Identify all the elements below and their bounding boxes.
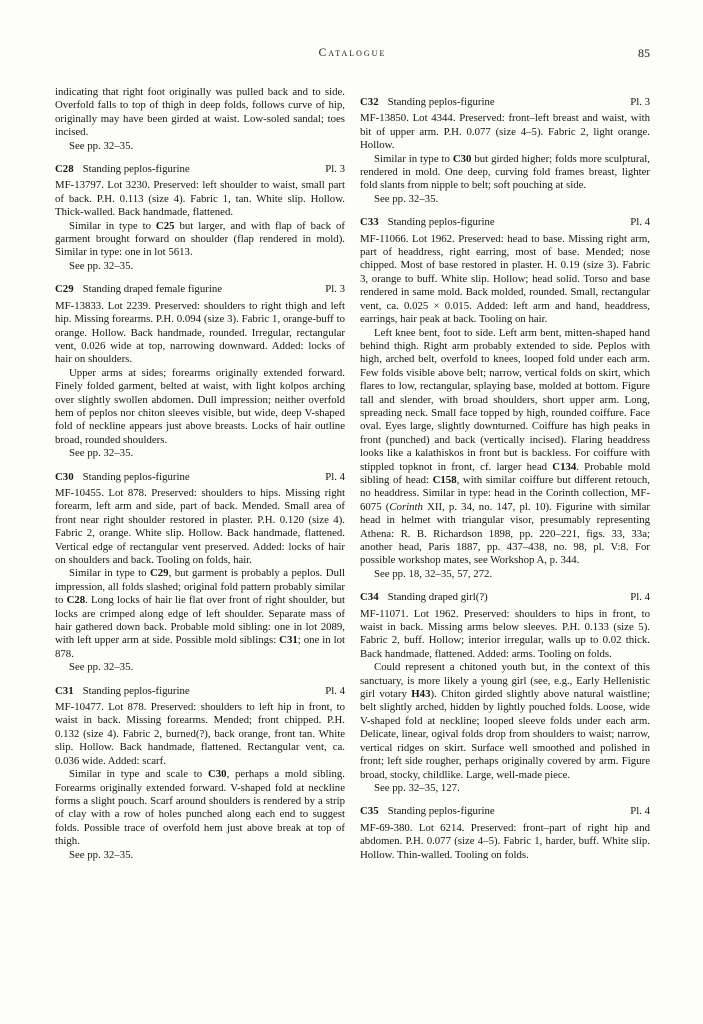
body-paragraph (360, 153, 650, 193)
entry-heading (55, 283, 345, 296)
catalogue-entry-c30 (55, 471, 345, 675)
body-paragraph (360, 233, 650, 327)
body-paragraph (360, 568, 650, 581)
text-run: See pp. 32–35. (69, 259, 134, 272)
text-run: See pp. 32–35. (374, 192, 439, 205)
text-run: but girded higher; folds more sculptural, rendered in mold. One deep, curving fold frames breast, lighter fold slants from nipple to belt; soft pouching at side. (360, 152, 650, 192)
body-paragraph (55, 487, 345, 567)
body-paragraph (360, 193, 650, 206)
plate-reference: Pl. 3 (325, 283, 345, 296)
catalogue-ref: C28 (66, 594, 86, 607)
entry-heading (55, 685, 345, 698)
entry-number: C35 (360, 805, 379, 818)
text-run: MF-13850. Lot 4344. Preserved: front–left breast and waist, with bit of upper arm. P.H. 0.077 (size 4–5). Fabric 2, light orange. Hollow. (360, 112, 650, 152)
catalogue-entry-c31 (55, 685, 345, 862)
catalogue-ref: H43 (411, 688, 431, 701)
text-run: but larger, and with flap of back of garment brought forward on shoulder (flap rendered in mold). Similar in type: one in lot 5613. (55, 219, 345, 259)
text-run: Could represent a chitoned youth but, in the context of this sanctuary, is more likely a young girl (see, e.g., Early Hellenistic girl votary (360, 661, 650, 701)
text-run: Left knee bent, foot to side. Left arm bent, mitten-shaped hand behind thigh. Right arm probably extended to side. Peplos with high, arched belt, overfold to knees, looped fold under each arm. Few folds visible above belt; narrow, vertical folds on skirt, which flares to low, rectangular, splaying base, molded at bottom. Figure tall and slender, with broad shoulders, short upper arm. Long, spreading neck. Small face topped by high, rounded coiffure. Face oval. Eyes large, slightly downturned. Coiffure has high peaks in front (punched) and back (vertically incised). Flaring headdress looks like a kalathiskos in front but is backless. For coiffure with stippled topknot in front, cf. larger head (360, 326, 650, 473)
catalogue-entry-c32 (360, 96, 650, 206)
text-run: MF-69-380. Lot 6214. Preserved: front–part of right hip and abdomen. P.H. 0.077 (size 4–5). Fabric 1, harder, buff. White slip. Hollow. Thin-walled. Tooling on folds. (360, 821, 650, 861)
catalogue-entry-c33 (360, 216, 650, 581)
text-run: XII, p. 34, no. 147, pl. 10). Figurine with similar head in helmet with triangular visor, presumably representing Athena: R. B. Richardson 1898, pp. 220–221, figs. 33, 33a; another head, Paris 1887, pp. 437–438, no. 98, pl. V:8. For possible workshop mates, see Workshop A, p. 344. (360, 500, 651, 567)
catalogue-ref: C29 (149, 567, 169, 580)
catalogue-ref: C134 (552, 460, 577, 473)
entry-title: Standing draped girl(?) (387, 591, 488, 604)
catalogue-ref: C30 (452, 152, 472, 165)
text-run: See pp. 32–35, 127. (374, 781, 460, 794)
entry-number: C31 (55, 684, 74, 697)
left-column (55, 86, 345, 862)
text-run: , perhaps a mold sibling. Forearms originally extended forward. V-shaped fold at neckline forms a slight pouch. Scarf around shoulders is rendered by a strip of clay with a row of holes punched along each end to suggest folds. Possible trace of overfold hem just above break at top of thigh. (55, 768, 345, 848)
text-run: MF-13797. Lot 3230. Preserved: left shoulder to waist, small part of back. P.H. 0.113 (size 4). Fabric 1, tan. White slip. Hollow. Thick-walled. Back handmade, flattened. (55, 179, 345, 219)
entry-number: C33 (360, 216, 379, 229)
entry-title: Standing draped female figurine (82, 283, 223, 296)
text-run: See pp. 32–35. (69, 447, 134, 460)
entry-heading (360, 216, 650, 229)
entry-heading (360, 805, 650, 818)
catalogue-entry-c28 (55, 163, 345, 273)
body-paragraph (55, 300, 345, 367)
body-paragraph (55, 849, 345, 862)
catalogue-ref: C25 (155, 219, 175, 232)
plate-reference: Pl. 3 (630, 96, 650, 108)
text-columns (55, 86, 650, 862)
body-paragraph (55, 768, 345, 848)
body-paragraph (360, 782, 650, 795)
text-run: Similar in type to (69, 567, 150, 580)
catalogue-entry-c34 (360, 591, 650, 795)
text-run: MF-10477. Lot 878. Preserved: shoulders to left hip in front, to waist in back. Missing forearms. Mended; front chipped. P.H. 0.132 (size 4). Fabric 2, burned(?), back orange, front tan. White slip. Hollow. Back handmade, flattened. Rectangular vent, ca. 0.036 wide. Added: scarf. (55, 701, 345, 767)
body-paragraph (55, 701, 345, 768)
plate-reference: Pl. 4 (630, 216, 650, 229)
text-run: MF-10455. Lot 878. Preserved: shoulders to hips. Missing right forearm, left arm and side, part of back. Mended. Small area of front near right shoulder restored in plaster. P.H. 0.120 (size 4). Fabric 2, orange. White slip. Hollow. Back handmade, flattened. Vertical edge of rectangular vent preserved. Added: locks of hair on shoulders and back. Tooling on folds, hair. (55, 486, 345, 566)
entry-heading (360, 96, 650, 109)
body-paragraph (55, 661, 345, 674)
body-paragraph (55, 567, 345, 661)
text-run: . Long locks of hair lie flat over front of right shoulder, but locks are crimped along edge of left shoulder. Separate mass of hair gathered down back. Probable mold sibling: one in lot 2089, with left upper arm at side. Possible mold siblings: (55, 594, 345, 647)
page-title: Catalogue (318, 47, 387, 59)
plate-reference: Pl. 4 (630, 591, 650, 604)
body-paragraph (360, 112, 650, 152)
body-paragraph (55, 367, 345, 447)
text-run: MF-11071. Lot 1962. Preserved: shoulders to hips in front, to waist in back. Missing arms below sleeves. P.H. 0.133 (size 5). Fabric 2, buff. Hollow; interior irregular, walls up to 0.02 thick. Back handmade, flattened. Added: arms. Tooling on folds. (360, 607, 650, 660)
plate-reference: Pl. 4 (630, 805, 650, 818)
entry-title: Standing peplos-figurine (82, 163, 190, 176)
italic-citation: Corinth (389, 500, 423, 513)
entry-title: Standing peplos-figurine (82, 684, 190, 697)
entry-number: C30 (55, 470, 74, 483)
entry-number: C34 (360, 591, 379, 604)
entry-heading (360, 591, 650, 604)
catalogue-entry-c35 (360, 805, 650, 862)
entry-heading (55, 163, 345, 176)
entry-title: Standing peplos-figurine (387, 96, 495, 108)
body-paragraph (360, 327, 650, 568)
continued-text (55, 86, 345, 153)
catalogue-entry-c29 (55, 283, 345, 460)
text-run: MF-11066. Lot 1962. Preserved: head to base. Missing right arm, part of headdress, right earring, most of base. Mended; nose chipped. Most of base restored in plaster. H. 0.19 (size 3). Fabric 3, orange to buff. White slip. Hollow; head solid. Torso and base rendered in same mold. Back molded, rounded. Small, rectangular vent, ca. 0.025 × 0.015. Added: left arm and hand, headdress, earrings, hair peak at back. Tooling on hair. (360, 232, 650, 326)
text-run: ). Chiton girded slightly above natural waistline; belt slightly arched, hidden by lightly pouched folds. Loose, wide V-shaped fold at neckline; looped sleeve folds under each arm. Delicate, linear, ogival folds drop from shoulders to waist; narrow, vertical ridges on skirt. Surface well smoothed and polished in front; left side rougher, perhaps originally covered by arm. Figure broad, stocky, childlike. Large, well-made piece. (360, 688, 650, 781)
entry-number: C32 (360, 96, 379, 108)
text-run: MF-13833. Lot 2239. Preserved: shoulders to right thigh and left hip. Missing forearms. P.H. 0.094 (size 3). Fabric 1, orange-buff to orange. Hollow. Back handmade, rounded. Irregular, rectangular vent, 0.026 wide at top, narrowing downward. Added: locks of hair on shoulders. (55, 299, 345, 366)
text-run: See pp. 18, 32–35, 57, 272. (374, 567, 493, 580)
entry-title: Standing peplos-figurine (387, 805, 495, 818)
body-paragraph (55, 220, 345, 260)
entry-title: Standing peplos-figurine (387, 216, 495, 229)
right-column (360, 86, 650, 862)
body-paragraph (55, 140, 345, 153)
body-paragraph (360, 822, 650, 862)
text-run: See pp. 32–35. (69, 661, 134, 674)
body-paragraph (360, 661, 650, 782)
body-paragraph (55, 447, 345, 460)
catalogue-ref: C158 (432, 473, 457, 486)
text-run: Similar in type to (69, 219, 156, 232)
body-paragraph (360, 608, 650, 662)
text-run: Similar in type and scale to (69, 768, 208, 781)
entry-heading (55, 471, 345, 484)
page-number: 85 (638, 46, 650, 60)
text-run: Similar in type to (374, 152, 453, 165)
plate-reference: Pl. 4 (325, 470, 345, 483)
entry-title: Standing peplos-figurine (82, 470, 190, 483)
text-run: indicating that right foot originally was pulled back and to side. Overfold falls to top of thigh in deep folds, follows curve of hip, originally may have been girded at waist. Low-soled sandal; toes incised. (55, 86, 345, 139)
catalogue-ref: C31 (279, 634, 298, 647)
text-run: , with similar coiffure but different retouch, no headdress. Similar in type: head in the Corinth collection, MF-6075 ( (360, 473, 650, 513)
entry-number: C29 (55, 283, 74, 296)
text-run: See pp. 32–35. (69, 139, 134, 152)
text-run: Upper arms at sides; forearms originally extended forward. Finely folded garment, belted at waist, with light kolpos arching over slightly swollen abdomen. Dull impression; neither overfold hem of peplos nor chiton sleeves visible, but wide, deep V-shaped fold of neckline appears just above breasts. Locks of hair outline broad, rounded shoulders. (55, 366, 345, 446)
catalogue-ref: C30 (207, 768, 227, 781)
running-head (55, 46, 650, 60)
text-run: See pp. 32–35. (69, 848, 134, 861)
text-run: . Probable mold sibling of head: (360, 460, 650, 486)
body-paragraph (55, 179, 345, 219)
entry-number: C28 (55, 163, 74, 176)
plate-reference: Pl. 3 (325, 163, 345, 176)
plate-reference: Pl. 4 (325, 684, 345, 697)
text-run: ; one in lot 878. (55, 634, 345, 660)
body-paragraph (55, 260, 345, 273)
text-run: , but garment is probably a peplos. Dull impression, all folds slashed; original fold pattern probably similar to (55, 567, 345, 607)
body-paragraph (55, 86, 345, 140)
